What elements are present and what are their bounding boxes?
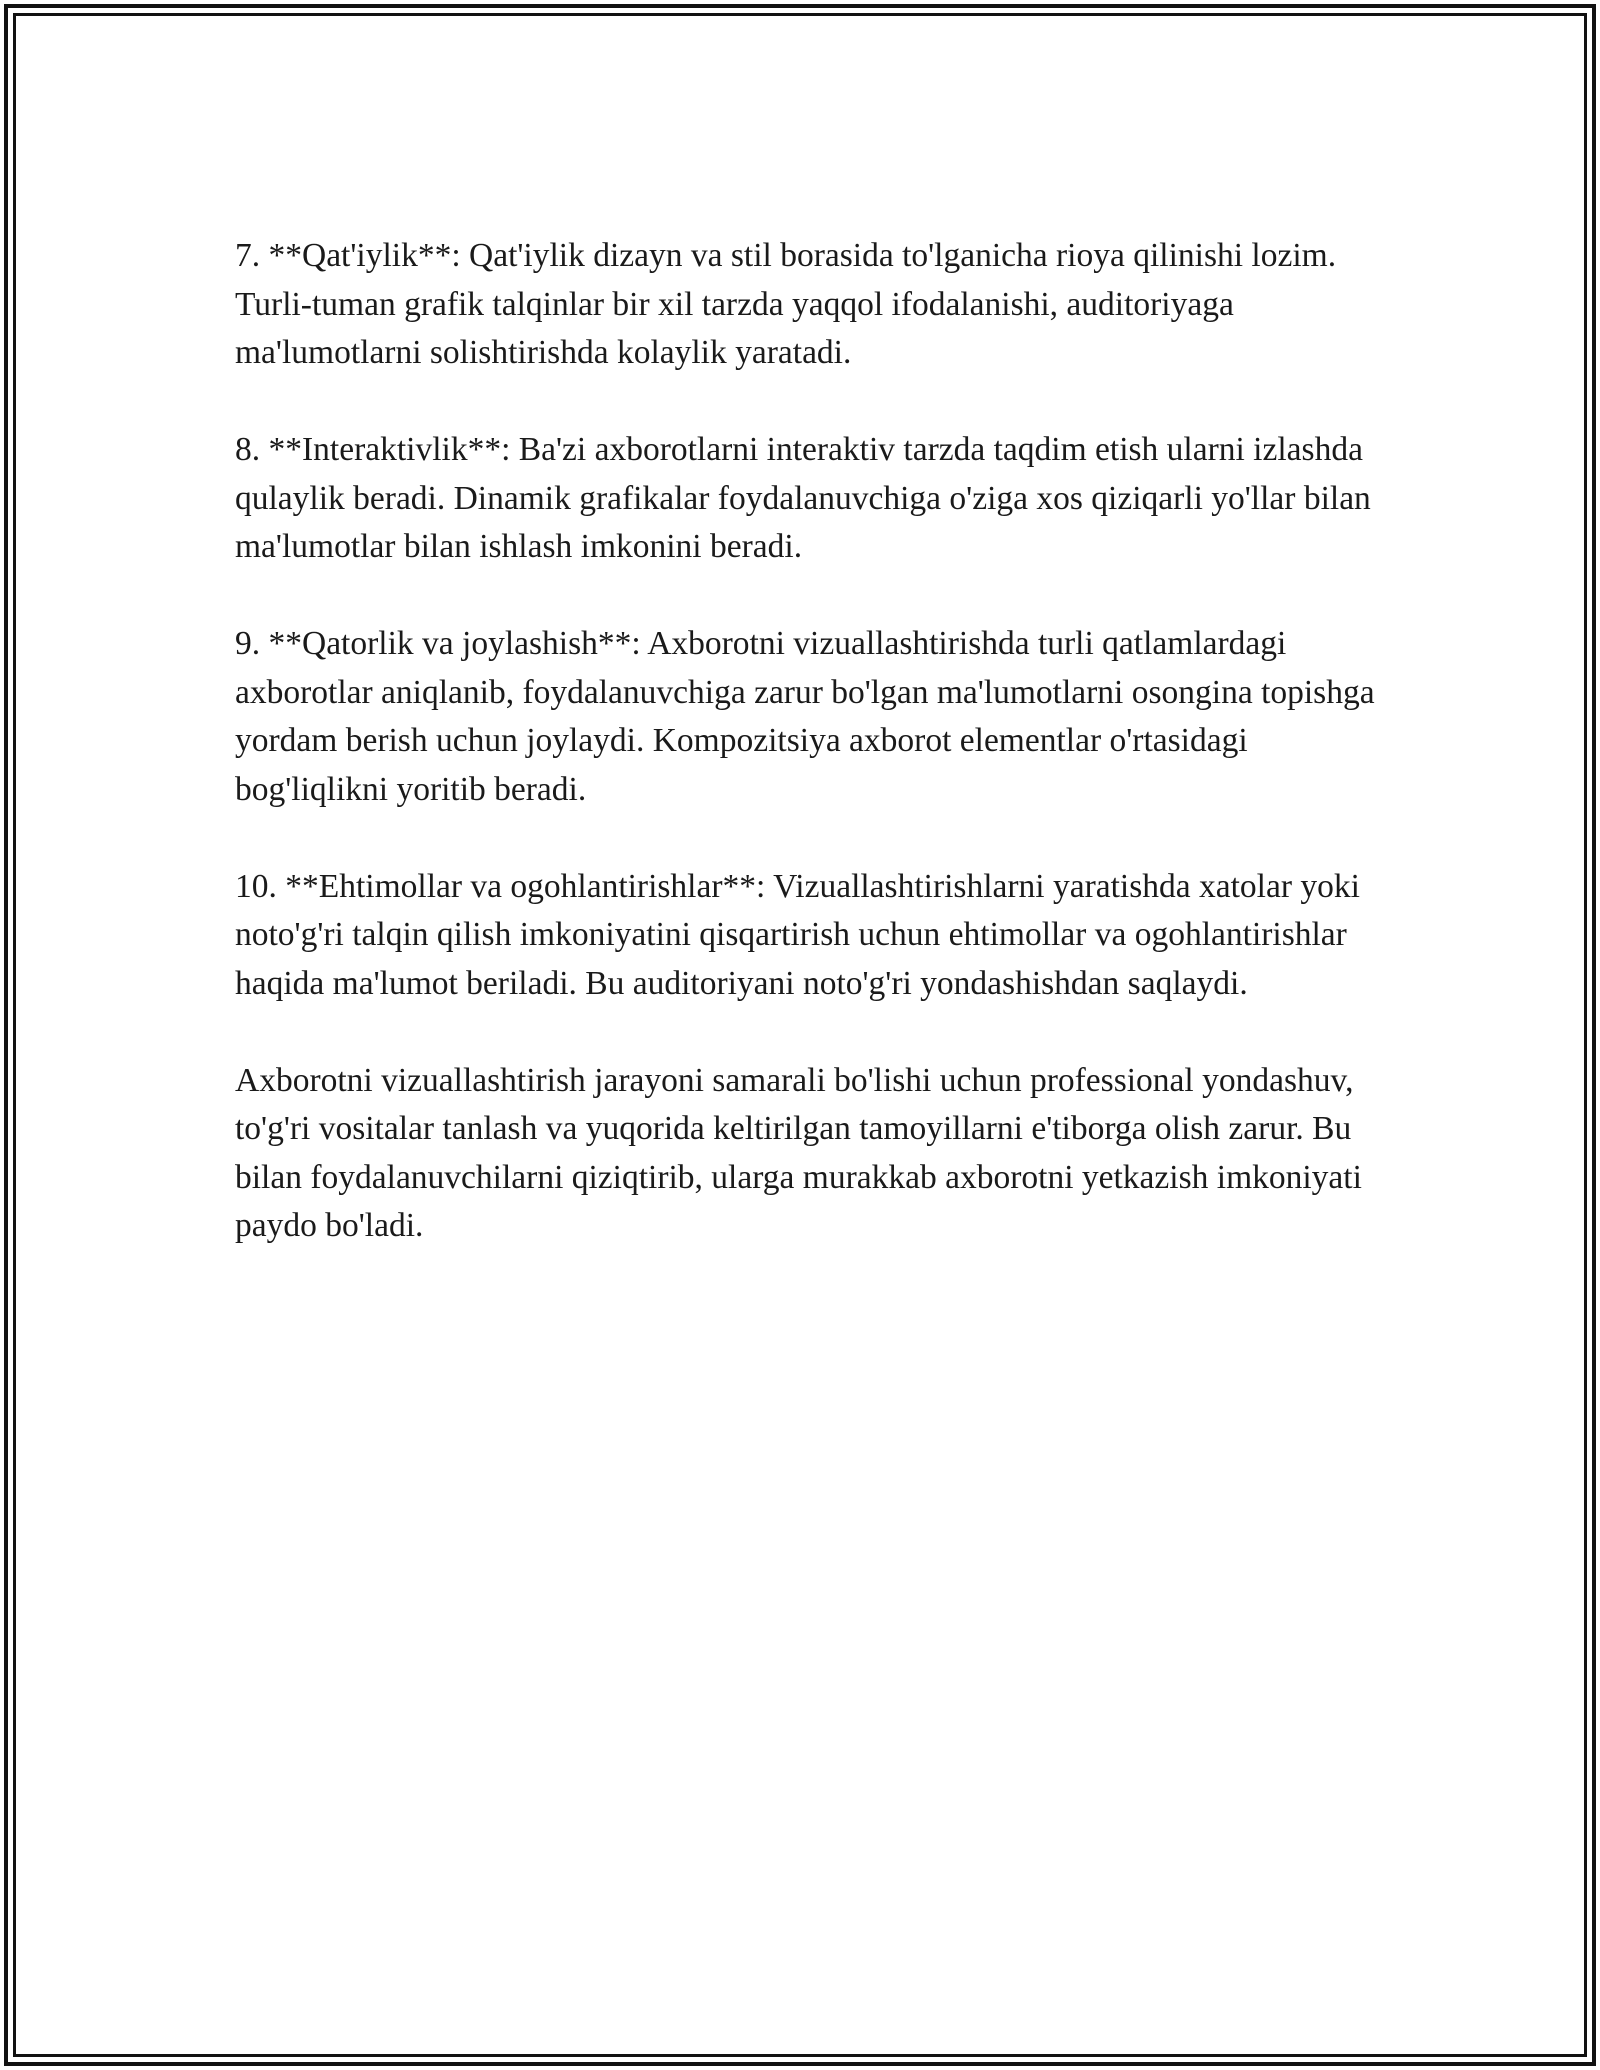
paragraph-conclusion: Axborotni vizuallashtirish jarayoni samarali bo'lishi uchun professional yondashuv, to'g'ri vositalar tanlash va yuqorida keltirilgan tamoyillarni e'tiborga olish zarur. Bu bilan foydalanuvchilarni qiziqtirib, ularga murakkab axborotni yetkazish imkoniyati paydo bo'ladi.: [235, 1061, 1362, 1244]
paragraph-layering-layout: 9. **Qatorlik va joylashish**: Axborotni vizuallashtirishda turli qatlamlardagi axborotlar aniqlanib, foydalanuvchiga zarur bo'lgan ma'lumotlarni osongina topishga yordam berish uchun joylaydi. Kompozitsiya axborot elementlar o'rtasidagi bog'liqlikni yoritib beradi.: [235, 625, 1375, 808]
paragraph-consistency: 7. **Qat'iylik**: Qat'iylik dizayn va stil borasida to'lganicha rioya qilinishi lozim. Turli-tuman grafik talqinlar bir xil tarzda yaqqol ifodalanishi, auditoriyaga ma'lumotlarni solishtirishda kolaylik yaratadi.: [235, 237, 1337, 371]
paragraph-probabilities-warnings: 10. **Ehtimollar va ogohlantirishlar**: Vizuallashtirishlarni yaratishda xatolar yoki noto'g'ri talqin qilish imkoniyatini qisqartirish uchun ehtimollar va ogohlantirishlar haqida ma'lumot beriladi. Bu auditoriyani noto'g'ri yondashishdan saqlaydi.: [235, 867, 1360, 1002]
paragraph-interactivity: 8. **Interaktivlik**: Ba'zi axborotlarni interaktiv tarzda taqdim etish ularni izlashda qulaylik beradi. Dinamik grafikalar foydalanuvchiga o'ziga xos qiziqarli yo'llar bilan ma'lumotlar bilan ishlash imkonini beradi.: [235, 431, 1371, 565]
document-body: [235, 232, 1375, 1299]
